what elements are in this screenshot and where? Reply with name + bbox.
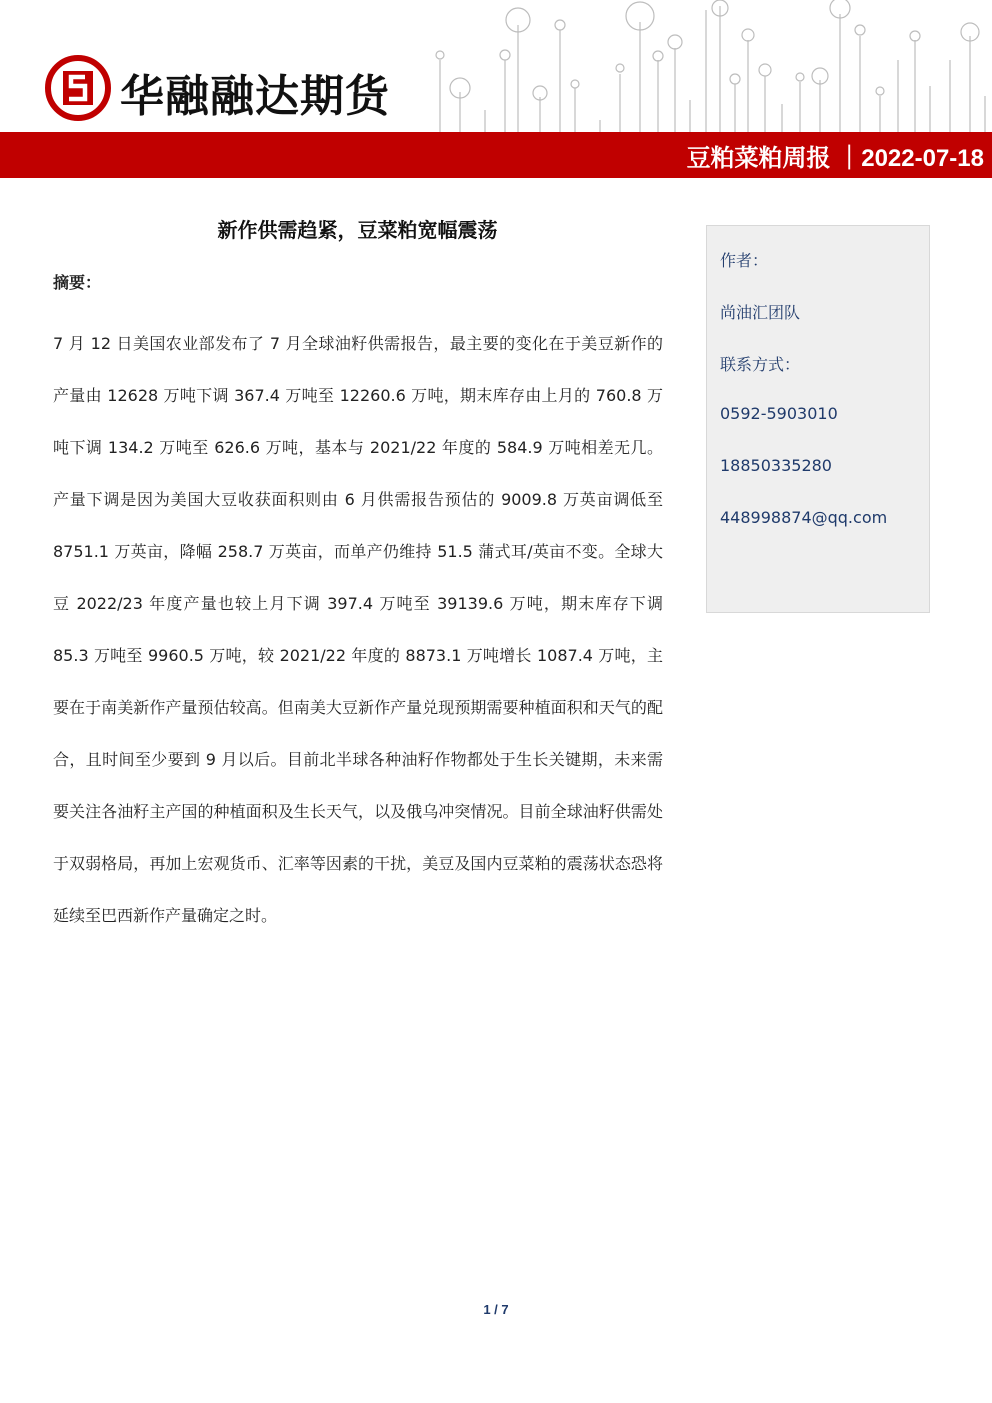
- author-name: 尚油汇团队: [720, 303, 801, 322]
- decorative-circles-graphic: [430, 0, 992, 132]
- page-number: 1 / 7: [483, 1302, 509, 1317]
- page-header: [0, 0, 992, 180]
- contact-label: 联系方式：: [720, 355, 801, 374]
- author-sidebar: [706, 225, 930, 613]
- report-title: 豆粕菜粕周报 ｜2022-07-18: [686, 145, 984, 172]
- company-name: 华融融达期货: [120, 71, 390, 122]
- article-body: 7 月 12 日美国农业部发布了 7 月全球油籽供需报告，最主要的变化在于美豆新作的产量由 12628 万吨下调 367.4 万吨至 12260.6 万吨，期末库存由上月的 760.8 万吨下调 134.2 万吨至 626.6 万吨，基本与 2021/22 年度的 584.9 万吨相差无几。产量下调是因为美国大豆收获面积则由 6 月供需报告预估的 9009.8 万英亩调低至 8751.1 万英亩，降幅 258.7 万英亩，而单产仍维持 51.5 蒲式耳/英亩不变。全球大豆 2022/23 年度产量也较上月下调 397.4 万吨至 39139.6 万吨，期末库存下调 85.3 万吨至 9960.5 万吨，较 2021/22 年度的 8873.1 万吨增长 1087.4 万吨，主要在于南美新作产量预估较高。但南美大豆新作产量兑现预期需要种植面积和天气的配合，且时间至少要到 9 月以后。目前北半球各种油籽作物都处于生长关键期，未来需要关注各油籽主产国的种植面积及生长天气，以及俄乌冲突情况。目前全球油籽供需处于双弱格局，再加上宏观货币、汇率等因素的干扰，美豆及国内豆菜粕的震荡状态恐将延续至巴西新作产量确定之时。: [53, 334, 663, 925]
- email-address[interactable]: 448998874@qq.com: [720, 508, 888, 527]
- abstract-label: 摘要：: [53, 273, 102, 292]
- author-label: 作者：: [720, 251, 769, 270]
- phone-1: 0592-5903010: [720, 404, 838, 423]
- company-logo-icon: [45, 55, 111, 121]
- article-title: 新作供需趋紧，豆菜粕宽幅震荡: [217, 218, 498, 242]
- phone-2: 18850335280: [720, 456, 832, 475]
